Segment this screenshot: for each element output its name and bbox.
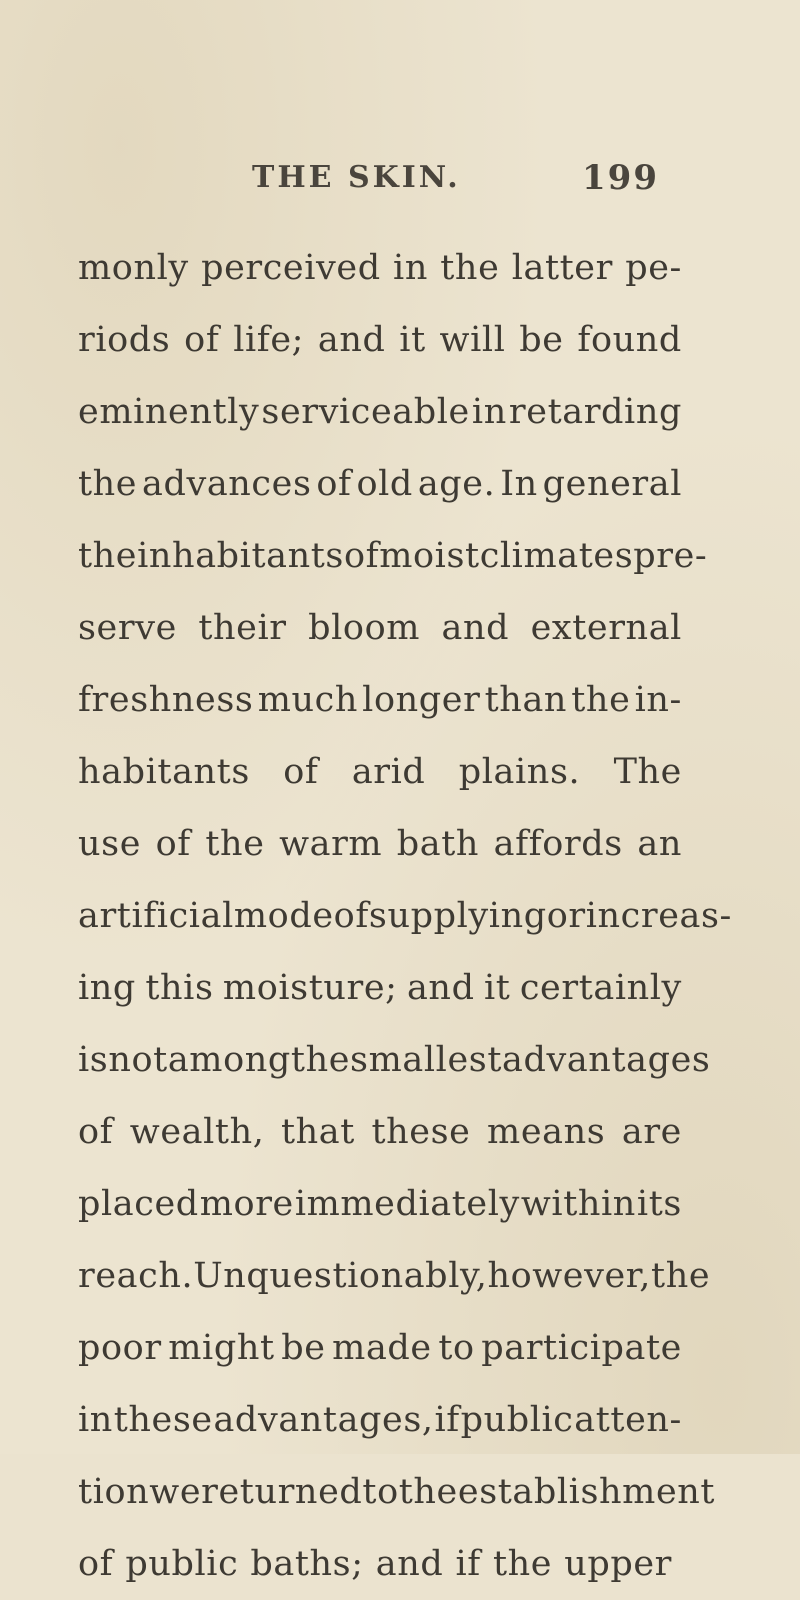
word: the (78, 464, 138, 504)
word: these (371, 1112, 471, 1152)
word: longer (362, 680, 481, 720)
running-head (0, 160, 800, 210)
word: atten- (574, 1400, 682, 1440)
word: in- (634, 680, 682, 720)
word: is (78, 1040, 109, 1080)
text-line (78, 1456, 716, 1528)
word: tion (78, 1472, 150, 1512)
word: it (483, 968, 511, 1008)
body-text (78, 232, 732, 1600)
word: poor (78, 1328, 162, 1368)
word: moisture; (222, 968, 398, 1008)
text-line (78, 520, 708, 592)
text-line (78, 592, 682, 664)
word: upper (564, 1544, 672, 1584)
word: the (440, 248, 500, 288)
word: Unquestionably, (193, 1256, 488, 1296)
word: the (651, 1256, 711, 1296)
word: an (637, 824, 682, 864)
text-line (78, 304, 682, 376)
word: might (168, 1328, 275, 1368)
word: found (577, 320, 682, 360)
word: this (145, 968, 214, 1008)
word: will (439, 320, 506, 360)
text-line (78, 1168, 682, 1240)
word: of (155, 824, 191, 864)
word: arid (351, 752, 426, 792)
text-line (78, 448, 682, 520)
word: advances (141, 464, 312, 504)
text-line (78, 952, 682, 1024)
word: and (406, 968, 475, 1008)
word: it (399, 320, 426, 360)
word: perceived (201, 248, 381, 288)
word: increas- (585, 896, 732, 936)
word: bloom (308, 608, 421, 648)
word: inhabitants (137, 536, 344, 576)
word: wealth, (129, 1112, 265, 1152)
word: moist (379, 536, 480, 576)
word: public (460, 1400, 574, 1440)
word: more (199, 1184, 294, 1224)
word: In (500, 464, 538, 504)
word: to (438, 1328, 475, 1368)
word: the (492, 1544, 553, 1584)
word: and (317, 320, 386, 360)
word: turned (239, 1472, 363, 1512)
word: to (362, 1472, 399, 1512)
word: be (281, 1328, 326, 1368)
word: the (398, 1472, 458, 1512)
word: the (205, 824, 265, 864)
word: if (434, 1400, 460, 1440)
word: their (198, 608, 287, 648)
word: if (455, 1544, 481, 1584)
word: however, (487, 1256, 652, 1296)
text-line (78, 232, 682, 304)
word: baths; (250, 1544, 364, 1584)
word: means (487, 1112, 606, 1152)
word: advantages (502, 1040, 711, 1080)
word: than (484, 680, 568, 720)
word: climates (479, 536, 634, 576)
running-head-title: THE SKIN. (252, 160, 461, 195)
word: of (184, 320, 220, 360)
word: its (636, 1184, 682, 1224)
word: reach. (78, 1256, 194, 1296)
word: age. (417, 464, 496, 504)
word: much (257, 680, 358, 720)
word: plains. (458, 752, 581, 792)
word: habitants (78, 752, 250, 792)
word: participate (481, 1328, 682, 1368)
word: use (78, 824, 142, 864)
word: smallest (350, 1040, 502, 1080)
word: bath (396, 824, 480, 864)
text-line (78, 1384, 682, 1456)
text-line (78, 1240, 711, 1312)
word: serviceable (261, 392, 470, 432)
word: establishment (457, 1472, 716, 1512)
word: freshness (78, 680, 254, 720)
word: artificial (78, 896, 234, 936)
word: placed (78, 1184, 199, 1224)
word: old (356, 464, 413, 504)
word: ing (78, 968, 136, 1008)
word: of (343, 536, 380, 576)
word: advantages, (213, 1400, 434, 1440)
word: general (542, 464, 682, 504)
text-line (78, 808, 682, 880)
word: external (530, 608, 682, 648)
word: The (613, 752, 682, 792)
word: be (519, 320, 564, 360)
word: public (125, 1544, 239, 1584)
word: supplying (368, 896, 547, 936)
word: monly (78, 248, 189, 288)
word: eminently (78, 392, 260, 432)
word: pe- (625, 248, 682, 288)
word: or (546, 896, 586, 936)
word: and (375, 1544, 444, 1584)
page-number: 199 (582, 158, 659, 198)
text-line (78, 376, 682, 448)
word: made (332, 1328, 432, 1368)
text-line (78, 880, 732, 952)
word: of (78, 1544, 114, 1584)
word: of (333, 896, 369, 936)
word: warm (279, 824, 383, 864)
text-line (78, 1024, 711, 1096)
text-line (78, 736, 682, 808)
word: latter (511, 248, 613, 288)
word: that (281, 1112, 355, 1152)
word: retarding (508, 392, 682, 432)
word: pre- (633, 536, 708, 576)
word: these (113, 1400, 213, 1440)
word: life; (233, 320, 305, 360)
word: the (571, 680, 631, 720)
text-line (78, 1312, 682, 1384)
text-line (78, 1096, 682, 1168)
text-line (78, 664, 682, 736)
word: mode (233, 896, 334, 936)
word: among (167, 1040, 291, 1080)
word: are (621, 1112, 682, 1152)
word: were (149, 1472, 240, 1512)
word: certainly (519, 968, 682, 1008)
word: in (471, 392, 507, 432)
word: within (520, 1184, 636, 1224)
word: riods (78, 320, 171, 360)
word: and (441, 608, 510, 648)
word: of (283, 752, 319, 792)
word: immediately (294, 1184, 520, 1224)
word: not (108, 1040, 168, 1080)
word: in (78, 1400, 113, 1440)
word: in (393, 248, 428, 288)
word: serve (78, 608, 177, 648)
word: affords (493, 824, 623, 864)
word: the (290, 1040, 351, 1080)
word: the (78, 536, 138, 576)
word: of (78, 1112, 114, 1152)
text-line (78, 1528, 672, 1600)
word: of (316, 464, 352, 504)
